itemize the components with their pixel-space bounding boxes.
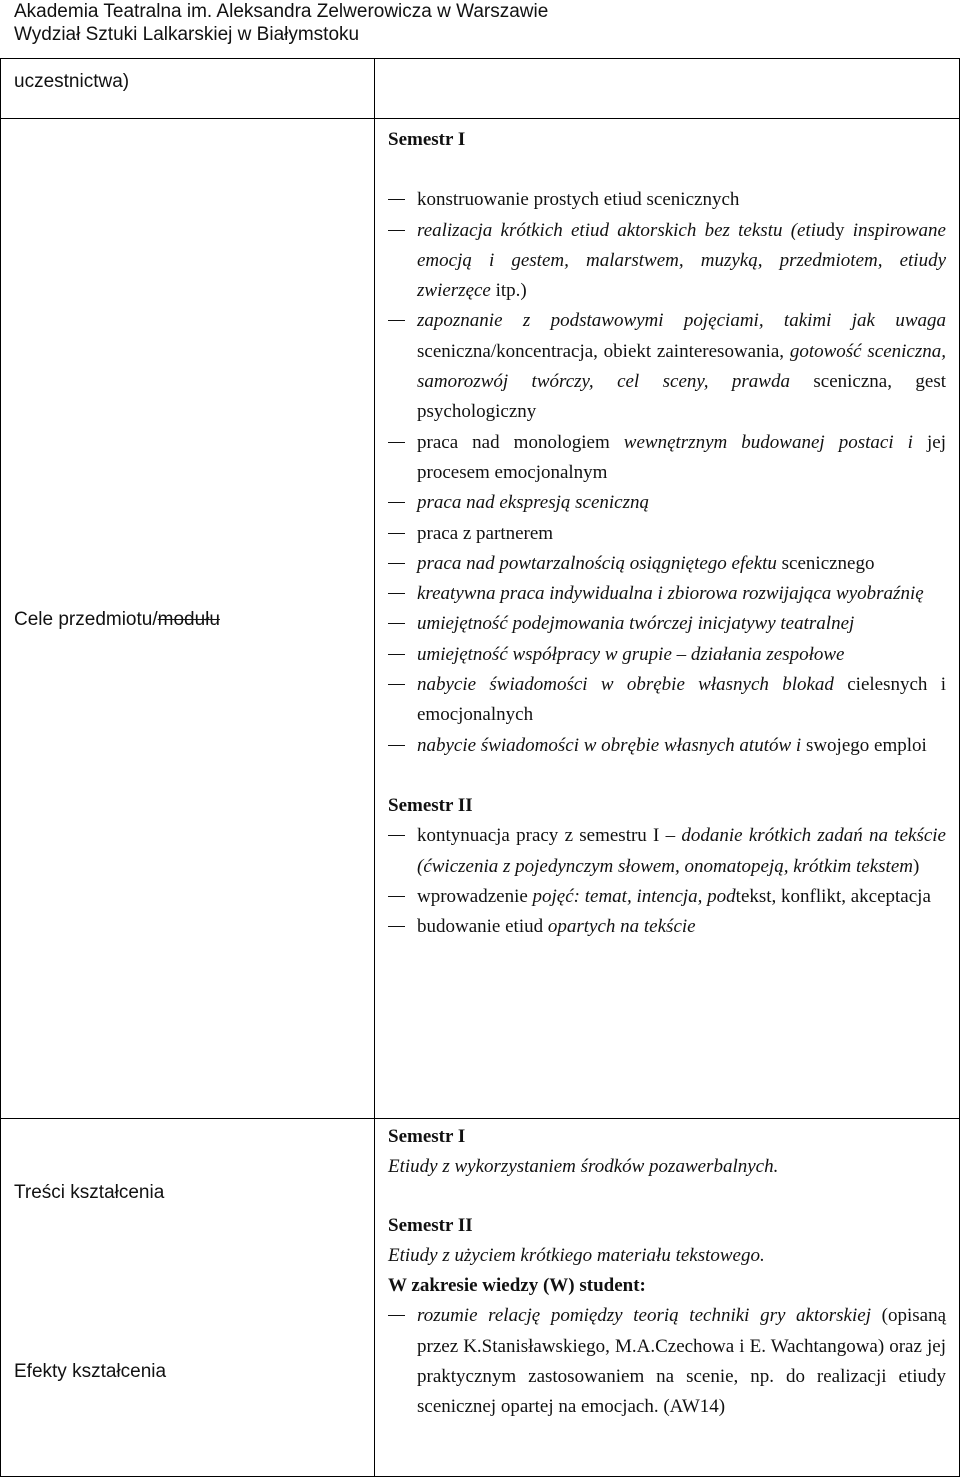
fragment-row-label: uczestnictwa) <box>14 71 130 92</box>
document-header <box>14 0 548 46</box>
list-item-text: scenicznego <box>776 552 875 574</box>
list-item-text: itp.) <box>495 280 527 302</box>
list-item-text: kontynuacja pracy z semestru I – <box>417 825 682 847</box>
list-item-text: rozumie relację pomiędzy teorią techniki gry aktorskiej <box>417 1305 871 1327</box>
goals-row-label <box>14 609 220 631</box>
list-item <box>388 306 946 427</box>
list-item <box>388 1301 946 1422</box>
column-divider <box>374 58 375 1477</box>
list-item-text: cielesnych i emocjonalnych <box>417 674 946 726</box>
header-faculty-name: Wydział Sztuki Lalkarskiej w Białymstoku <box>14 24 360 45</box>
list-item-text: zapoznanie z podstawowymi pojęciami, takimi jak uwaga <box>417 310 946 332</box>
list-item <box>388 640 946 670</box>
list-item <box>388 216 946 307</box>
content-semester2-title: Semestr II <box>388 1214 473 1236</box>
goals-label-struck: modułu <box>157 609 220 630</box>
list-item-text: swojego emploi <box>801 734 927 756</box>
goals-label-text: Cele przedmiotu/ <box>14 609 158 630</box>
list-item <box>388 821 946 882</box>
list-item-text: inspirowane emocją i gestem, malarstwem, muzyką, przedmiotem, etiudy zwierzęce <box>417 219 946 302</box>
list-item-text: pojęć: temat, intencja, pod <box>532 885 736 907</box>
list-item <box>388 609 946 639</box>
list-item-text: praca nad powtarzalnością osiągniętego efektu <box>417 552 777 574</box>
list-item <box>388 185 946 215</box>
list-item-text: nabycie świadomości w obrębie własnych blokad <box>417 674 834 696</box>
goals-content <box>388 125 946 942</box>
list-item-text: dy <box>825 219 845 241</box>
list-item-text: praca nad ekspresją sceniczną <box>417 492 649 514</box>
list-item-text: kreatywna praca indywidualna i zbiorowa rozwijająca wyobraźnię <box>417 583 924 605</box>
effects-list <box>388 1301 946 1422</box>
list-item-text: praca nad monologiem <box>417 431 624 453</box>
semester1-goals-list <box>388 185 946 761</box>
semester1-title: Semestr I <box>388 129 466 150</box>
content-semester2-text: Etiudy z użyciem krótkiego materiału tekstowego. <box>388 1244 765 1266</box>
content-semester1-title: Semestr I <box>388 1126 466 1147</box>
list-item-text: wewnętrznym budowanej postaci i <box>623 431 913 453</box>
table-top-border <box>0 58 960 59</box>
list-item <box>388 731 946 761</box>
list-item-text: realizacja krótkich etiud aktorskich bez tekstu (etiu <box>417 219 826 241</box>
list-item-text: opartych na tekście <box>547 916 696 938</box>
effects-heading: W zakresie wiedzy (W) student: <box>388 1275 646 1297</box>
list-item-text: budowanie etiud <box>417 916 548 938</box>
row-divider <box>0 118 960 119</box>
list-item <box>388 519 946 549</box>
list-item-text: gotowość sceniczna, samorozwój twórczy, cel sceny, prawda <box>417 340 946 393</box>
list-item <box>388 670 946 731</box>
list-item-text: dodanie krótkich zadań na tekście (ćwiczenia z pojedynczym słowem, onomatopeją, krótkim tekstem <box>417 825 946 877</box>
list-item-text: umiejętność współpracy w grupie – działania zespołowe <box>417 643 845 665</box>
list-item <box>388 579 946 609</box>
table-bottom-border <box>0 1476 960 1477</box>
content-row-label: Treści kształcenia <box>14 1182 165 1203</box>
list-item-text: wprowadzenie <box>417 885 533 907</box>
list-item <box>388 912 946 942</box>
list-item-text: sceniczna/koncentracja, obiekt zainteresowania, <box>417 340 790 362</box>
header-academy-name: Akademia Teatralna im. Aleksandra Zelwerowicza w Warszawie <box>14 1 549 22</box>
list-item-text: M.A.Czechowa i E. Wachtangowa) oraz jej praktycznym zastosowaniem na scenie, np. do realizacji etiudy scenicznej opartej na emocjach. (AW14) <box>417 1335 946 1418</box>
list-item-text: konstruowanie prostych etiud scenicznych <box>417 189 740 211</box>
list-item-text: ) <box>913 855 920 877</box>
semester2-goals-list <box>388 821 946 942</box>
list-item-text: (opisaną przez K.Stanisławskiego, <box>417 1305 946 1357</box>
list-item-text: sceniczna, gest psychologiczny <box>417 371 946 423</box>
list-item <box>388 488 946 518</box>
list-item-text: nabycie świadomości w obrębie własnych atutów i <box>417 734 802 756</box>
row-divider <box>0 1118 960 1119</box>
effects-row-label: Efekty kształcenia <box>14 1361 167 1382</box>
content-semester1-text: Etiudy z wykorzystaniem środków pozawerbalnych. <box>388 1156 779 1178</box>
list-item <box>388 882 946 912</box>
semester2-title: Semestr II <box>388 794 473 816</box>
content-effects-content <box>388 1122 946 1423</box>
list-item <box>388 549 946 579</box>
list-item-text: tekst, konflikt, akceptacja <box>735 885 931 907</box>
list-item-text: umiejętność podejmowania twórczej inicjatywy teatralnej <box>417 613 855 635</box>
list-item-text: jej procesem emocjonalnym <box>417 431 947 483</box>
list-item-text: praca z partnerem <box>417 522 554 544</box>
list-item <box>388 428 946 489</box>
table-left-border <box>0 58 1 1477</box>
